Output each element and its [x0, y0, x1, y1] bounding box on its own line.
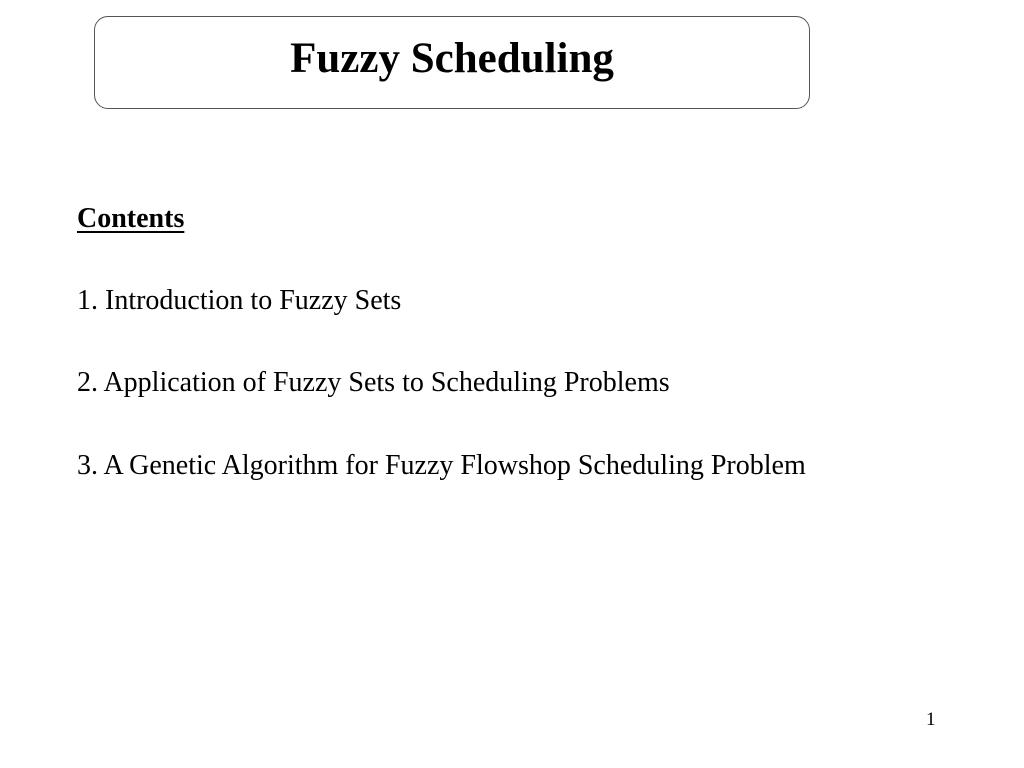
contents-item-1: 1. Introduction to Fuzzy Sets [77, 285, 402, 316]
title-box [94, 16, 810, 109]
contents-item-2: 2. Application of Fuzzy Sets to Scheduling Problems [77, 367, 670, 398]
page-number: 1 [926, 709, 936, 730]
contents-heading: Contents [77, 203, 185, 234]
slide-title: Fuzzy Scheduling [290, 35, 614, 82]
contents-item-3: 3. A Genetic Algorithm for Fuzzy Flowshop Scheduling Problem [77, 450, 806, 481]
